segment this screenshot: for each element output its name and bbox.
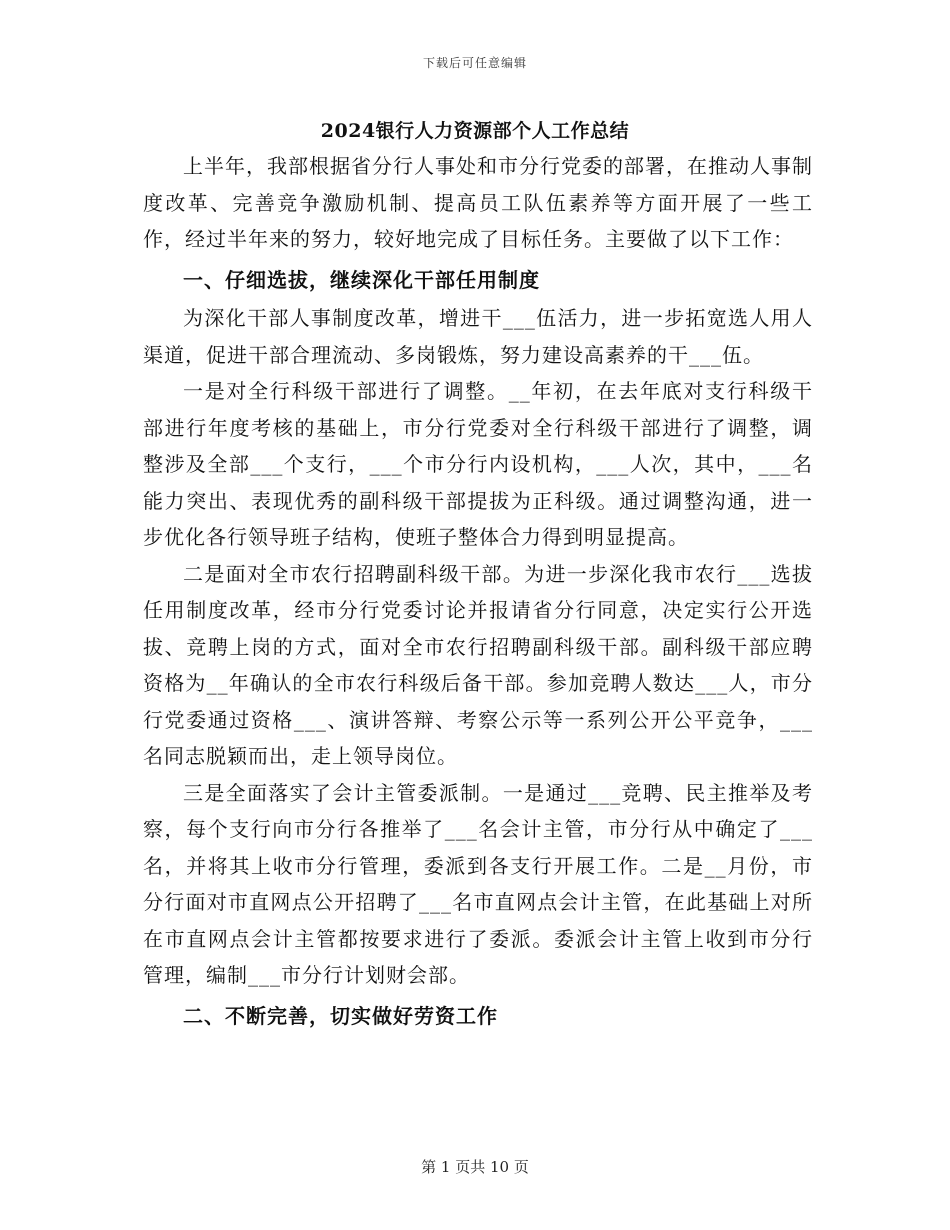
section-heading-2: 二、不断完善，切实做好劳资工作 bbox=[183, 1003, 498, 1028]
section-heading-1: 一、仔细选拔，继续深化干部任用制度 bbox=[183, 267, 540, 292]
page-footer: 第 1 页共 10 页 bbox=[421, 1158, 529, 1176]
body-paragraph: 二是面对全市农行招聘副科级干部。为进一步深化我市农行___选拔任用制度改革，经市分行党委讨论并报请省分行同意，决定实行公开选拔、竞聘上岗的方式，面对全市农行招聘副科级干部。副科级干部应聘资格为__年确认的全市农行科级后备干部。参加竞聘人数达___人，市分行党委通过资格___、演讲答辩、考察公示等一系列公开公平竞争，___名同志脱颖而出，走上领导岗位。 bbox=[143, 561, 813, 768]
body-paragraph: 一是对全行科级干部进行了调整。__年初，在去年底对支行科级干部进行年度考核的基础上，市分行党委对全行科级干部进行了调整，调整涉及全部___个支行，___个市分行内设机构，___人次，其中，___名能力突出、表现优秀的副科级干部提拔为正科级。通过调整沟通，进一步优化各行领导班子结构，使班子整体合力得到明显提高。 bbox=[143, 379, 813, 549]
intro-paragraph: 上半年，我部根据省分行人事处和市分行党委的部署，在推动人事制度改革、完善竞争激励机制、提高员工队伍素养等方面开展了一些工作，经过半年来的努力，较好地完成了目标任务。主要做了以下工作： bbox=[143, 154, 813, 251]
document-title: 2024银行人力资源部个人工作总结 bbox=[320, 120, 630, 142]
document-body bbox=[143, 148, 813, 1034]
body-paragraph: 三是全面落实了会计主管委派制。一是通过___竞聘、民主推举及考察，每个支行向市分行各推举了___名会计主管，市分行从中确定了___名，并将其上收市分行管理，委派到各支行开展工作。二是__月份，市分行面对市直网点公开招聘了___名市直网点会计主管，在此基础上对所在市直网点会计主管都按要求进行了委派。委派会计主管上收到市分行管理，编制___市分行计划财会部。 bbox=[143, 780, 813, 987]
body-paragraph: 为深化干部人事制度改革，增进干___伍活力，进一步拓宽选人用人渠道，促进干部合理流动、多岗锻炼，努力建设高素养的干___伍。 bbox=[143, 306, 813, 367]
header-note: 下载后可任意编辑 bbox=[422, 56, 527, 70]
